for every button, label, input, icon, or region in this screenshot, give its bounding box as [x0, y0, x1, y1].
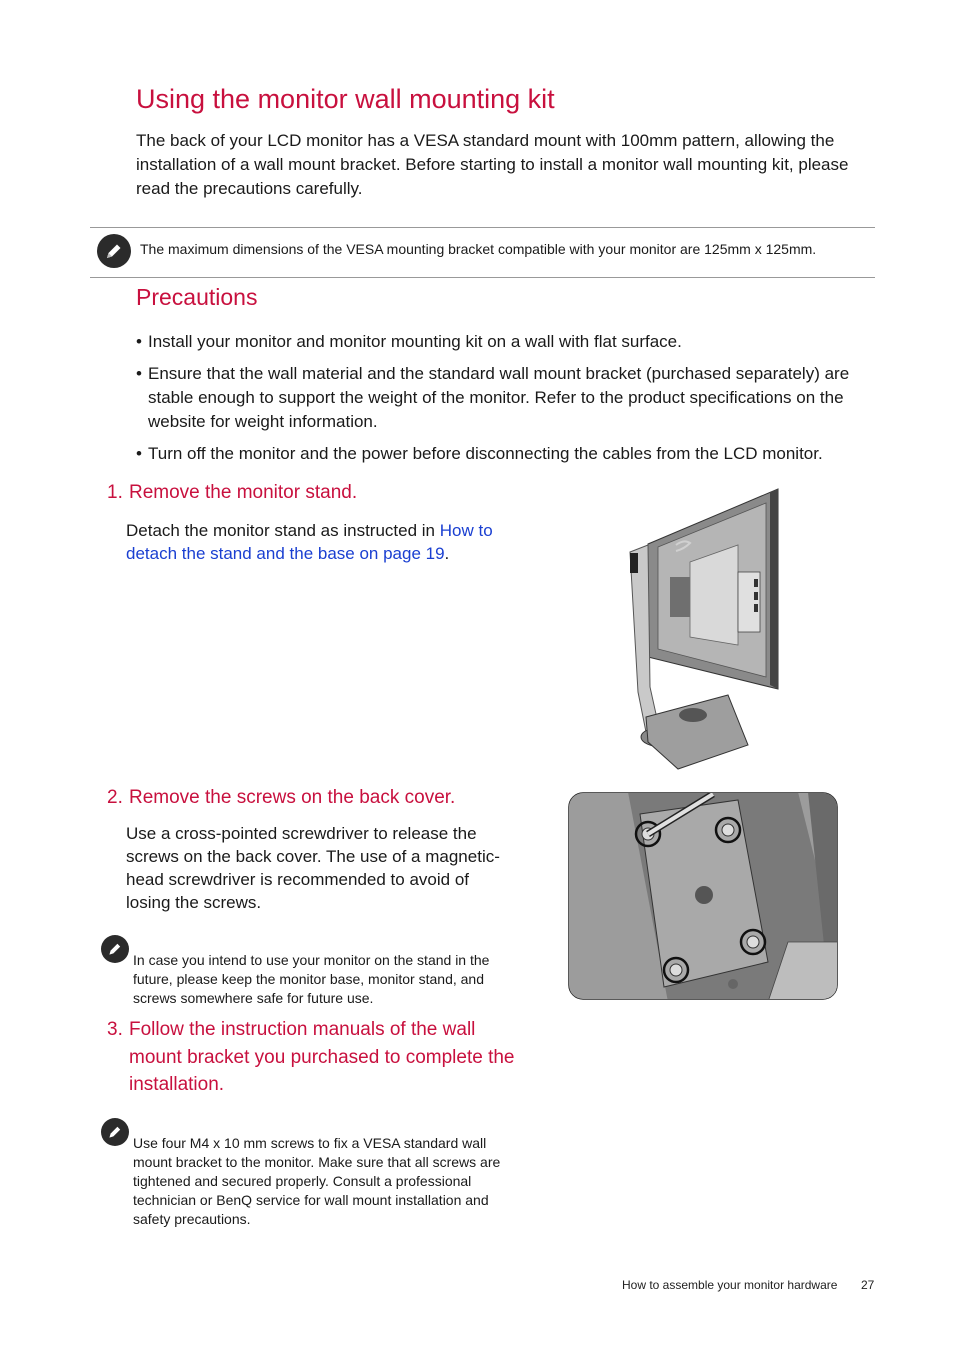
- back-cover-screws-illustration: [568, 792, 840, 1002]
- detach-stand-link[interactable]: How to detach the stand and the base on page 19: [126, 521, 493, 563]
- note-top-rule: [90, 227, 875, 228]
- footer-section: How to assemble your monitor hardware: [622, 1278, 838, 1292]
- step1-title: Remove the monitor stand.: [129, 482, 358, 503]
- monitor-stand-illustration: [618, 487, 783, 774]
- step1-text-after: .: [444, 544, 450, 563]
- step2-text: Use a cross-pointed screwdriver to release the screws on the back cover. The use of a magnetic-head screwdriver is recommended to avoid of losing the screws.: [126, 824, 500, 912]
- intro-paragraph: The back of your LCD monitor has a VESA standard mount with 100mm pattern, allowing the installation of a wall mount bracket. Before starting to install a monitor wall mounting kit, please read the precautions carefully.: [136, 131, 849, 198]
- list-item: • Install your monitor and monitor mounting kit on a wall with flat surface.: [136, 330, 876, 354]
- note-bottom-rule: [90, 277, 875, 278]
- step1-text: [126, 519, 526, 565]
- step3-note: Use four M4 x 10 mm screws to fix a VESA standard wall mount bracket to the monitor. Make sure that all screws are tightened and secured properly. Consult a professional technician or BenQ service for wall mount installation and safety precautions.: [133, 1135, 501, 1227]
- step3-heading: [107, 1016, 529, 1099]
- list-item: • Turn off the monitor and the power before disconnecting the cables from the LCD monitor.: [136, 442, 876, 466]
- step2-heading: [107, 787, 456, 809]
- pen-note-icon: [101, 935, 129, 963]
- step2-number: 2.: [107, 787, 123, 808]
- step3-title: Follow the instruction manuals of the wall mount bracket you purchased to complete the installation.: [129, 1019, 515, 1095]
- page-title: Using the monitor wall mounting kit: [136, 84, 555, 114]
- precautions-list: [136, 330, 876, 474]
- step1-number: 1.: [107, 482, 123, 503]
- step3-number: 3.: [107, 1019, 123, 1040]
- pen-note-icon: [101, 1118, 129, 1146]
- precautions-heading: Precautions: [136, 284, 258, 310]
- page-number: 27: [861, 1278, 875, 1292]
- step1-heading: [107, 482, 358, 504]
- step2-title: Remove the screws on the back cover.: [129, 787, 456, 808]
- pen-note-icon: [97, 234, 131, 268]
- vesa-size-note: The maximum dimensions of the VESA mounting bracket compatible with your monitor are 125mm x 125mm.: [140, 241, 817, 257]
- step2-note: In case you intend to use your monitor on the stand in the future, please keep the monitor base, monitor stand, and screws somewhere safe for future use.: [133, 952, 490, 1006]
- step1-text-before: Detach the monitor stand as instructed in: [126, 521, 440, 540]
- list-item: • Ensure that the wall material and the standard wall mount bracket (purchased separately) are stable enough to support the weight of the monitor. Refer to the product specifications on the website for weight information.: [136, 362, 876, 434]
